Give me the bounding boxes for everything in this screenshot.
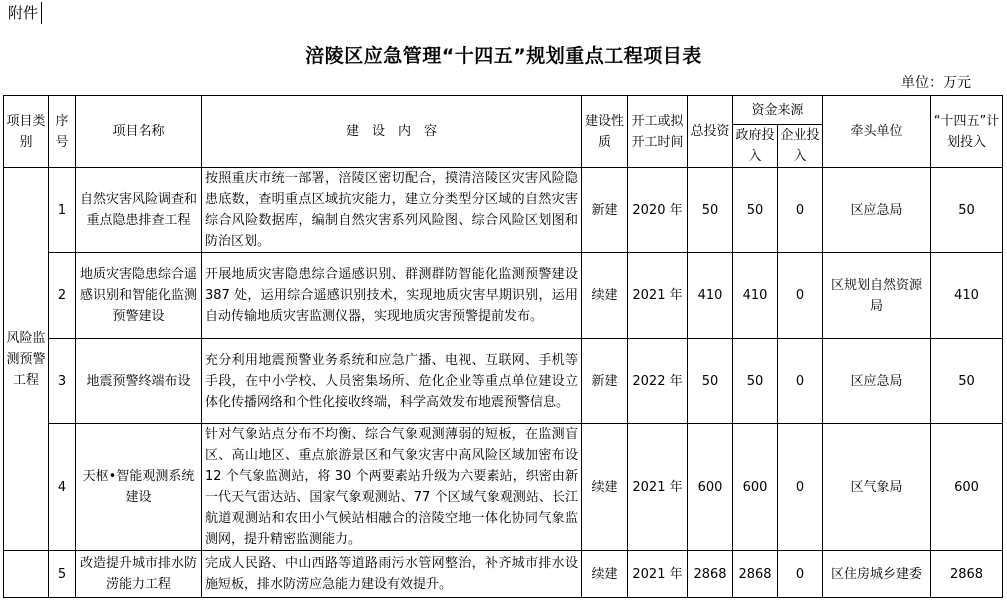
- start-cell: 2021 年: [628, 253, 688, 339]
- total-cell: 50: [688, 339, 733, 424]
- gov-cell: 50: [733, 339, 778, 424]
- total-cell: 600: [688, 424, 733, 551]
- lead-cell: 区应急局: [823, 168, 931, 253]
- start-cell: 2021 年: [628, 551, 688, 598]
- seq-cell: 2: [49, 253, 76, 339]
- total-cell: 50: [688, 168, 733, 253]
- total-cell: 410: [688, 253, 733, 339]
- header-funding: 资金来源: [733, 96, 823, 125]
- header-content: 建 设 内 容: [202, 96, 582, 168]
- category-cell: 风险监测预警工程: [4, 168, 49, 551]
- table-row: [4, 168, 1003, 253]
- nature-cell: 续建: [582, 551, 628, 598]
- header-plan: “十四五”计划投入: [931, 96, 1003, 168]
- header-row-1: [4, 96, 1003, 125]
- start-cell: 2020 年: [628, 168, 688, 253]
- ent-cell: 0: [778, 551, 823, 598]
- nature-cell: 续建: [582, 424, 628, 551]
- header-seq: 序号: [49, 96, 76, 168]
- content-cell: 完成人民路、中山西路等道路雨污水管网整治，补齐城市排水设施短板，排水防涝应急能力建设有效提升。: [202, 551, 582, 598]
- plan-cell: 600: [931, 424, 1003, 551]
- nature-cell: 新建: [582, 168, 628, 253]
- gov-cell: 50: [733, 168, 778, 253]
- table-row: [4, 339, 1003, 424]
- seq-cell: 5: [49, 551, 76, 598]
- ent-cell: 0: [778, 168, 823, 253]
- name-cell: 自然灾害风险调查和重点隐患排查工程: [76, 168, 202, 253]
- header-total: 总投资: [688, 96, 733, 168]
- header-gov: 政府投入: [733, 125, 778, 168]
- seq-cell: 1: [49, 168, 76, 253]
- seq-cell: 4: [49, 424, 76, 551]
- gov-cell: 410: [733, 253, 778, 339]
- table-row: [4, 253, 1003, 339]
- content-cell: 针对气象站点分布不均衡、综合气象观测薄弱的短板，在监测盲区、高山地区、重点旅游景区和气象灾害中高风险区域加密布设 12 个气象监测站，将 30 个两要素站升级为六要素站，织密由新一代天气雷达站、国家气象观测站、77 个区域气象观测站、长江航道观测站和农田小气候站相融合的涪陵空地一体化协同气象监测网，提升精密监测能力。: [202, 424, 582, 551]
- header-category: 项目类别: [4, 96, 49, 168]
- name-cell: 地震预警终端布设: [76, 339, 202, 424]
- nature-cell: 续建: [582, 253, 628, 339]
- name-cell: 天枢•智能观测系统建设: [76, 424, 202, 551]
- table-row: [4, 551, 1003, 598]
- gov-cell: 2868: [733, 551, 778, 598]
- page-title: 涪陵区应急管理“十四五”规划重点工程项目表: [305, 45, 702, 67]
- ent-cell: 0: [778, 424, 823, 551]
- header-ent: 企业投入: [778, 125, 823, 168]
- plan-cell: 410: [931, 253, 1003, 339]
- category-cell-empty: [4, 551, 49, 598]
- header-name: 项目名称: [76, 96, 202, 168]
- name-cell: 改造提升城市排水防涝能力工程: [76, 551, 202, 598]
- content-cell: 充分利用地震预警业务系统和应急广播、电视、互联网、手机等手段，在中小学校、人员密集场所、危化企业等重点单位建设立体化传播网络和个性化接收终端，科学高效发布地震预警信息。: [202, 339, 582, 424]
- table-row: [4, 424, 1003, 551]
- start-cell: 2022 年: [628, 339, 688, 424]
- content-cell: 按照重庆市统一部署，涪陵区密切配合，摸清涪陵区灾害风险隐患底数，查明重点区域抗灾能力，建立分类型分区域的自然灾害综合风险数据库，编制自然灾害系列风险图、综合风险区划图和防治区划。: [202, 168, 582, 253]
- content-cell: 开展地质灾害隐患综合遥感识别、群测群防智能化监测预警建设 387 处，运用综合遥感识别技术，实现地质灾害早期识别，运用自动传输地质灾害监测仪器，实现地质灾害预警提前发布。: [202, 253, 582, 339]
- lead-cell: 区住房城乡建委: [823, 551, 931, 598]
- gov-cell: 600: [733, 424, 778, 551]
- start-cell: 2021 年: [628, 424, 688, 551]
- plan-cell: 50: [931, 168, 1003, 253]
- plan-cell: 2868: [931, 551, 1003, 598]
- lead-cell: 区应急局: [823, 339, 931, 424]
- lead-cell: 区规划自然资源局: [823, 253, 931, 339]
- total-cell: 2868: [688, 551, 733, 598]
- attachment-label: 附件: [8, 2, 42, 24]
- ent-cell: 0: [778, 339, 823, 424]
- seq-cell: 3: [49, 339, 76, 424]
- header-start-time: 开工或拟开工时间: [628, 96, 688, 168]
- ent-cell: 0: [778, 253, 823, 339]
- header-lead: 牵头单位: [823, 96, 931, 168]
- plan-cell: 50: [931, 339, 1003, 424]
- name-cell: 地质灾害隐患综合遥感识别和智能化监测预警建设: [76, 253, 202, 339]
- unit-label: 单位：万元: [901, 75, 971, 91]
- project-table: [3, 95, 1003, 598]
- nature-cell: 新建: [582, 339, 628, 424]
- lead-cell: 区气象局: [823, 424, 931, 551]
- header-nature: 建设性质: [582, 96, 628, 168]
